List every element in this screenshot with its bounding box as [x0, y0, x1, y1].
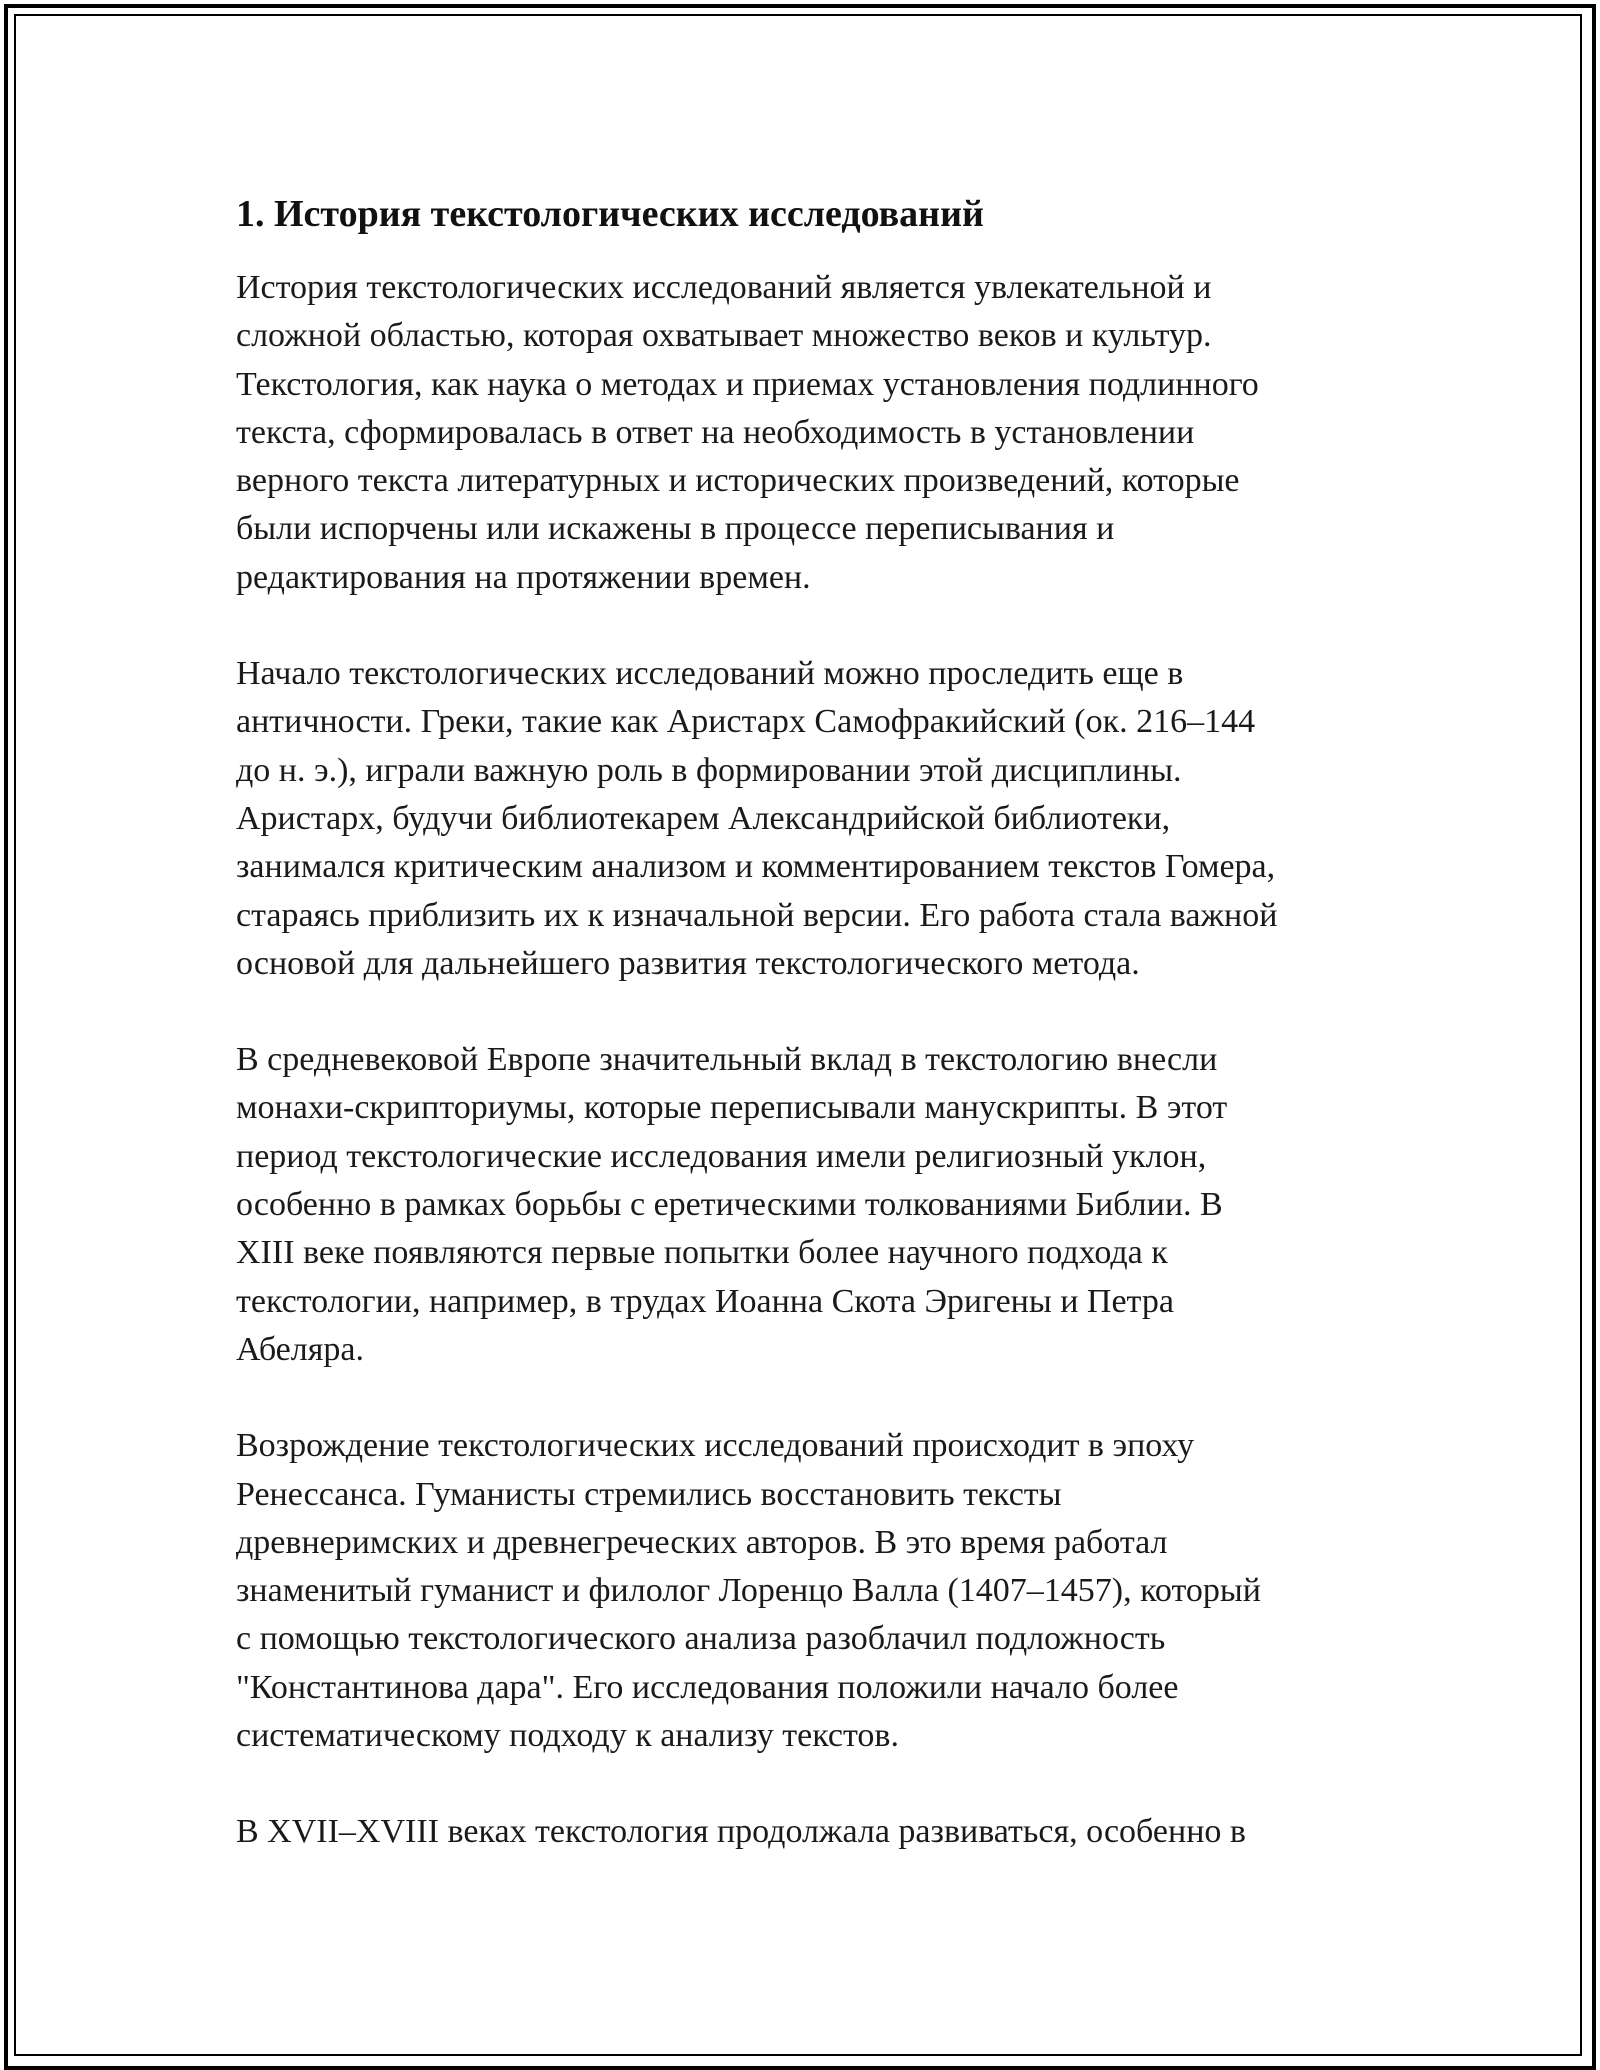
text-line: "Константинова дара". Его исследования положили начало более: [236, 1668, 1179, 1706]
text-line: до н. э.), играли важную роль в формировании этой дисциплины.: [236, 751, 1182, 789]
text-line: период текстологические исследования имели религиозный уклон,: [236, 1137, 1207, 1175]
text-line: сложной областью, которая охватывает множество веков и культур.: [236, 317, 1212, 355]
text-line: Аристарх, будучи библиотекарем Александрийской библиотеки,: [236, 799, 1171, 837]
paragraph-2: [236, 650, 1436, 988]
text-line: основой для дальнейшего развития текстологического метода.: [236, 944, 1140, 982]
text-line: В XVII–XVIII веках текстология продолжала развиваться, особенно в: [236, 1813, 1246, 1851]
section-heading: 1. История текстологических исследований: [236, 193, 984, 235]
text-line: были испорчены или искажены в процессе переписывания и: [236, 510, 1115, 548]
text-line: с помощью текстологического анализа разоблачил подложность: [236, 1620, 1166, 1658]
paragraph-4: [236, 1422, 1436, 1760]
text-line: античности. Греки, такие как Аристарх Самофракийский (ок. 216–144: [236, 703, 1256, 741]
text-line: знаменитый гуманист и филолог Лоренцо Валла (1407–1457), который: [236, 1572, 1261, 1610]
text-line: Ренессанса. Гуманисты стремились восстановить тексты: [236, 1475, 1062, 1513]
text-line: текстологии, например, в трудах Иоанна Скота Эригены и Петра: [236, 1282, 1174, 1320]
text-line: древнеримских и древнегреческих авторов. В это время работал: [236, 1523, 1168, 1561]
text-line: Возрождение текстологических исследований происходит в эпоху: [236, 1427, 1195, 1465]
text-line: В средневековой Европе значительный вклад в текстологию внесли: [236, 1041, 1218, 1079]
paragraph-5: [236, 1808, 1436, 1856]
document-body: [236, 186, 1436, 1905]
text-line: систематическому подходу к анализу текстов.: [236, 1717, 899, 1755]
text-line: особенно в рамках борьбы с еретическими толкованиями Библии. В: [236, 1186, 1223, 1224]
text-line: XIII веке появляются первые попытки более научного подхода к: [236, 1234, 1168, 1272]
paragraph-1: [236, 264, 1436, 602]
text-line: монахи-скрипториумы, которые переписывали манускрипты. В этот: [236, 1089, 1228, 1127]
text-line: текста, сформировалась в ответ на необходимость в установлении: [236, 413, 1195, 451]
text-line: Текстология, как наука о методах и приемах установления подлинного: [236, 365, 1259, 403]
text-line: занимался критическим анализом и комментированием текстов Гомера,: [236, 848, 1276, 886]
paragraph-3: [236, 1036, 1436, 1374]
text-line: Начало текстологических исследований можно проследить еще в: [236, 655, 1184, 693]
text-line: История текстологических исследований является увлекательной и: [236, 269, 1212, 306]
text-line: Абеляра.: [236, 1330, 364, 1368]
text-line: редактирования на протяжении времен.: [236, 558, 811, 596]
text-line: верного текста литературных и исторических произведений, которые: [236, 462, 1240, 500]
text-line: стараясь приблизить их к изначальной версии. Его работа стала важной: [236, 896, 1278, 934]
